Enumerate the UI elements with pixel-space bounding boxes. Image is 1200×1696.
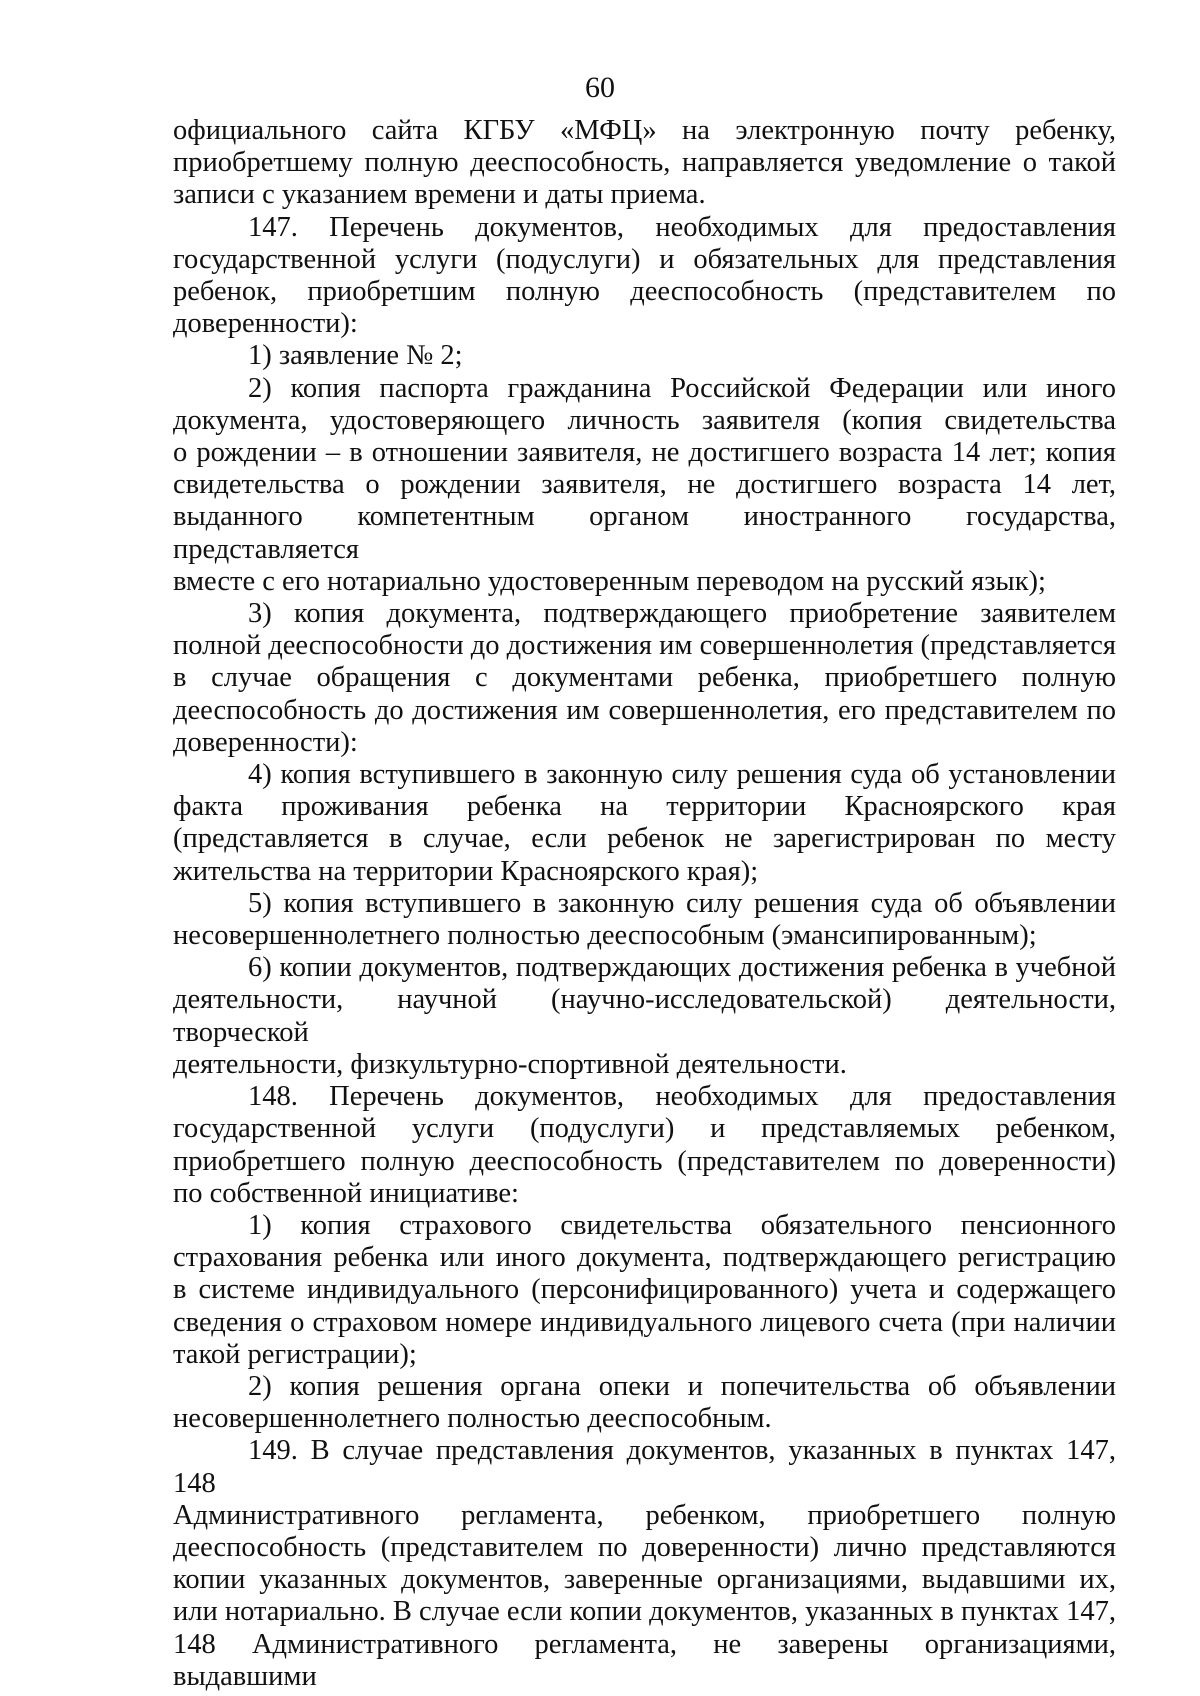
text-line: в случае обращения с документами ребенка, приобретшего полную	[173, 662, 1116, 694]
text-line: несовершеннолетнего полностью дееспособным.	[173, 1403, 772, 1435]
text-line: 148. Перечень документов, необходимых для предоставления	[248, 1081, 1116, 1113]
text-line: 147. Перечень документов, необходимых для предоставления	[248, 211, 1116, 243]
text-line: записи с указанием времени и даты приема.	[173, 179, 706, 211]
page-number: 60	[585, 71, 615, 104]
text-line: 4) копия вступившего в законную силу решения суда об установлении	[248, 759, 1116, 791]
text-line: деятельности, физкультурно-спортивной деятельности.	[173, 1048, 847, 1080]
text-line: полной дееспособности до достижения им совершеннолетия (представляется	[173, 630, 1116, 662]
text-line: 2) копия паспорта гражданина Российской Федерации или иного	[248, 372, 1116, 404]
text-line: вместе с его нотариально удостоверенным переводом на русский язык);	[173, 565, 1046, 597]
text-line: доверенности):	[173, 726, 358, 758]
document-body	[173, 115, 1116, 1693]
text-line: официального сайта КГБУ «МФЦ» на электронную почту ребенку,	[173, 115, 1116, 146]
text-line: Административного регламента, ребенком, приобретшего полную	[173, 1499, 1116, 1531]
text-line: приобретшего полную дееспособность (представителем по доверенности)	[173, 1145, 1116, 1177]
text-line: страхования ребенка или иного документа, подтверждающего регистрацию	[173, 1242, 1116, 1274]
text-line: 6) копии документов, подтверждающих достижения ребенка в учебной	[248, 952, 1116, 984]
text-line: свидетельства о рождении заявителя, не достигшего возраста 14 лет,	[173, 469, 1116, 501]
text-line: несовершеннолетнего полностью дееспособным (эмансипированным);	[173, 920, 1037, 952]
text-line: деятельности, научной (научно-исследовательской) деятельности, творческой	[173, 984, 1116, 1048]
text-line: приобретшему полную дееспособность, направляется уведомление о такой	[173, 147, 1116, 179]
text-line: или нотариально. В случае если копии документов, указанных в пунктах 147,	[173, 1596, 1116, 1628]
text-line: выданного компетентным органом иностранного государства, представляется	[173, 501, 1116, 565]
text-line: документа, удостоверяющего личность заявителя (копия свидетельства	[173, 404, 1116, 436]
text-line: 3) копия документа, подтверждающего приобретение заявителем	[248, 598, 1116, 630]
text-line: дееспособность (представителем по доверенности) лично представляются	[173, 1531, 1116, 1563]
text-line: в системе индивидуального (персонифицированного) учета и содержащего	[173, 1274, 1116, 1306]
text-line: по собственной инициативе:	[173, 1177, 519, 1209]
text-line: государственной услуги (подуслуги) и представляемых ребенком,	[173, 1113, 1116, 1145]
text-line: 5) копия вступившего в законную силу решения суда об объявлении	[248, 887, 1116, 919]
text-line: 2) копия решения органа опеки и попечительства об объявлении	[248, 1370, 1116, 1402]
text-line: такой регистрации);	[173, 1338, 417, 1370]
text-line: дееспособность до достижения им совершеннолетия, его представителем по	[173, 694, 1116, 726]
text-line: 1) заявление № 2;	[248, 340, 463, 372]
text-line: жительства на территории Красноярского края);	[173, 855, 759, 887]
text-line: доверенности):	[173, 308, 358, 340]
text-line: государственной услуги (подуслуги) и обязательных для представления	[173, 243, 1116, 275]
text-line: 148 Административного регламента, не заверены организациями, выдавшими	[173, 1628, 1116, 1692]
text-line: о рождении – в отношении заявителя, не достигшего возраста 14 лет; копия	[173, 437, 1116, 469]
text-line: (представляется в случае, если ребенок не зарегистрирован по месту	[173, 823, 1116, 855]
text-line: ребенок, приобретшим полную дееспособность (представителем по	[173, 276, 1116, 308]
text-line: копии указанных документов, заверенные организациями, выдавшими их,	[173, 1564, 1116, 1596]
text-line: факта проживания ребенка на территории Красноярского края	[173, 791, 1116, 823]
text-line: 149. В случае представления документов, указанных в пунктах 147, 148	[173, 1435, 1116, 1499]
text-line: сведения о страховом номере индивидуального лицевого счета (при наличии	[173, 1306, 1116, 1338]
text-line: 1) копия страхового свидетельства обязательного пенсионного	[248, 1209, 1116, 1241]
